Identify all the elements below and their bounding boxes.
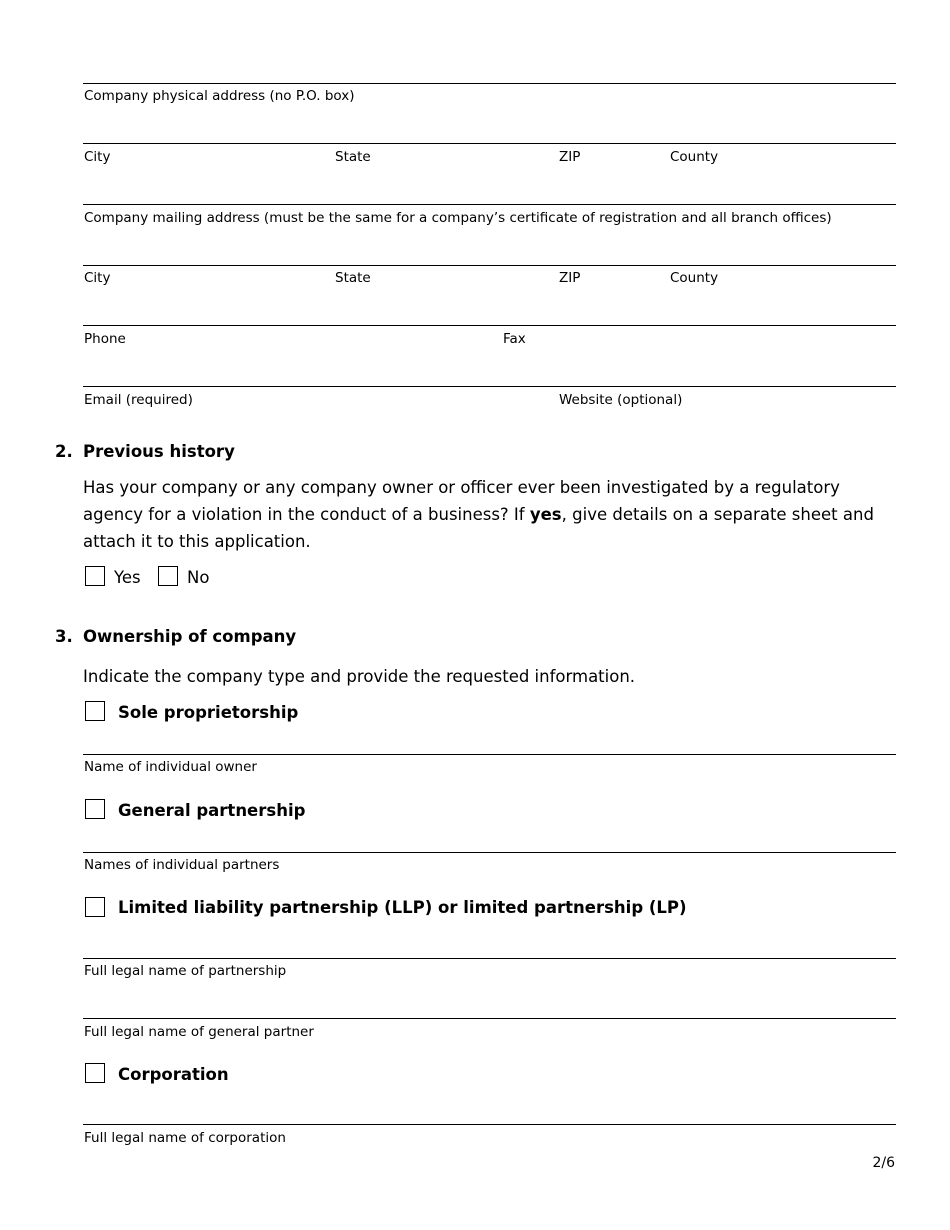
section-2-number: 2.	[55, 442, 73, 461]
rule-sole-owner	[83, 754, 896, 755]
corporation-name-field[interactable]	[83, 1096, 896, 1124]
rule-partners	[83, 852, 896, 853]
mailing-address-field[interactable]	[83, 231, 896, 259]
fax-label: Fax	[503, 331, 526, 347]
corporation-checkbox[interactable]	[85, 1063, 105, 1083]
rule-partnership-name	[83, 958, 896, 959]
corporation-label: Corporation	[118, 1065, 229, 1084]
yes-checkbox[interactable]	[85, 566, 105, 586]
phone-label: Phone	[84, 331, 126, 347]
county-label-1: County	[670, 149, 719, 165]
rule-phone-row	[83, 325, 896, 326]
partnership-name-label: Full legal name of partnership	[84, 963, 287, 979]
city-field-2[interactable]	[83, 291, 328, 319]
rule-corporation-name	[83, 1124, 896, 1125]
state-field-1[interactable]	[335, 170, 550, 198]
general-partnership-checkbox[interactable]	[85, 799, 105, 819]
sole-owner-name-label: Name of individual owner	[84, 759, 257, 775]
county-label-2: County	[670, 270, 719, 286]
city-label-2: City	[84, 270, 111, 286]
physical-address-field[interactable]	[83, 110, 896, 138]
zip-field-2[interactable]	[559, 291, 664, 319]
state-field-2[interactable]	[335, 291, 550, 319]
email-label: Email (required)	[84, 392, 193, 408]
rule-mailing-address	[83, 204, 896, 205]
page-number: 2/6	[872, 1155, 895, 1171]
website-label: Website (optional)	[559, 392, 683, 408]
sole-owner-name-field[interactable]	[83, 725, 896, 753]
rule-email-row	[83, 386, 896, 387]
corporation-name-label: Full legal name of corporation	[84, 1130, 286, 1146]
section-3-instruction: Indicate the company type and provide the requested information.	[83, 667, 636, 686]
partners-names-label: Names of individual partners	[84, 857, 280, 873]
state-label-1: State	[335, 149, 371, 165]
city-label-1: City	[84, 149, 111, 165]
sole-proprietorship-checkbox[interactable]	[85, 701, 105, 721]
general-partnership-label: General partnership	[118, 801, 306, 820]
physical-address-label: Company physical address (no P.O. box)	[84, 88, 355, 104]
mailing-address-label: Company mailing address (must be the same for a company’s certificate of registration and all branch offices)	[84, 210, 832, 226]
zip-field-1[interactable]	[559, 170, 664, 198]
no-label: No	[187, 568, 210, 587]
llp-label: Limited liability partnership (LLP) or limited partnership (LP)	[118, 898, 687, 917]
phone-field[interactable]	[83, 352, 493, 380]
partners-names-field[interactable]	[83, 824, 896, 852]
city-field-1[interactable]	[83, 170, 328, 198]
question-text-bold: yes	[529, 505, 562, 524]
general-partner-name-field[interactable]	[83, 990, 896, 1018]
llp-checkbox[interactable]	[85, 897, 105, 917]
yes-label: Yes	[114, 568, 141, 587]
zip-label-2: ZIP	[559, 270, 581, 286]
section-2-question	[83, 474, 903, 555]
zip-label-1: ZIP	[559, 149, 581, 165]
section-2-title: Previous history	[83, 442, 235, 461]
sole-proprietorship-label: Sole proprietorship	[118, 703, 299, 722]
rule-physical-address	[83, 83, 896, 84]
county-field-1[interactable]	[670, 170, 896, 198]
partnership-name-field[interactable]	[83, 930, 896, 958]
rule-city-row-1	[83, 143, 896, 144]
county-field-2[interactable]	[670, 291, 896, 319]
rule-general-partner	[83, 1018, 896, 1019]
question-text-part2: , give details on a separate sheet and attach it to this application.	[83, 505, 874, 551]
section-3-title: Ownership of company	[83, 627, 297, 646]
rule-city-row-2	[83, 265, 896, 266]
state-label-2: State	[335, 270, 371, 286]
no-checkbox[interactable]	[158, 566, 178, 586]
question-text-part1: Has your company or any company owner or officer ever been investigated by a regulatory agency for a violation in the conduct of a business? If	[83, 478, 840, 524]
section-3-number: 3.	[55, 627, 73, 646]
fax-field[interactable]	[503, 352, 896, 380]
general-partner-name-label: Full legal name of general partner	[84, 1024, 314, 1040]
